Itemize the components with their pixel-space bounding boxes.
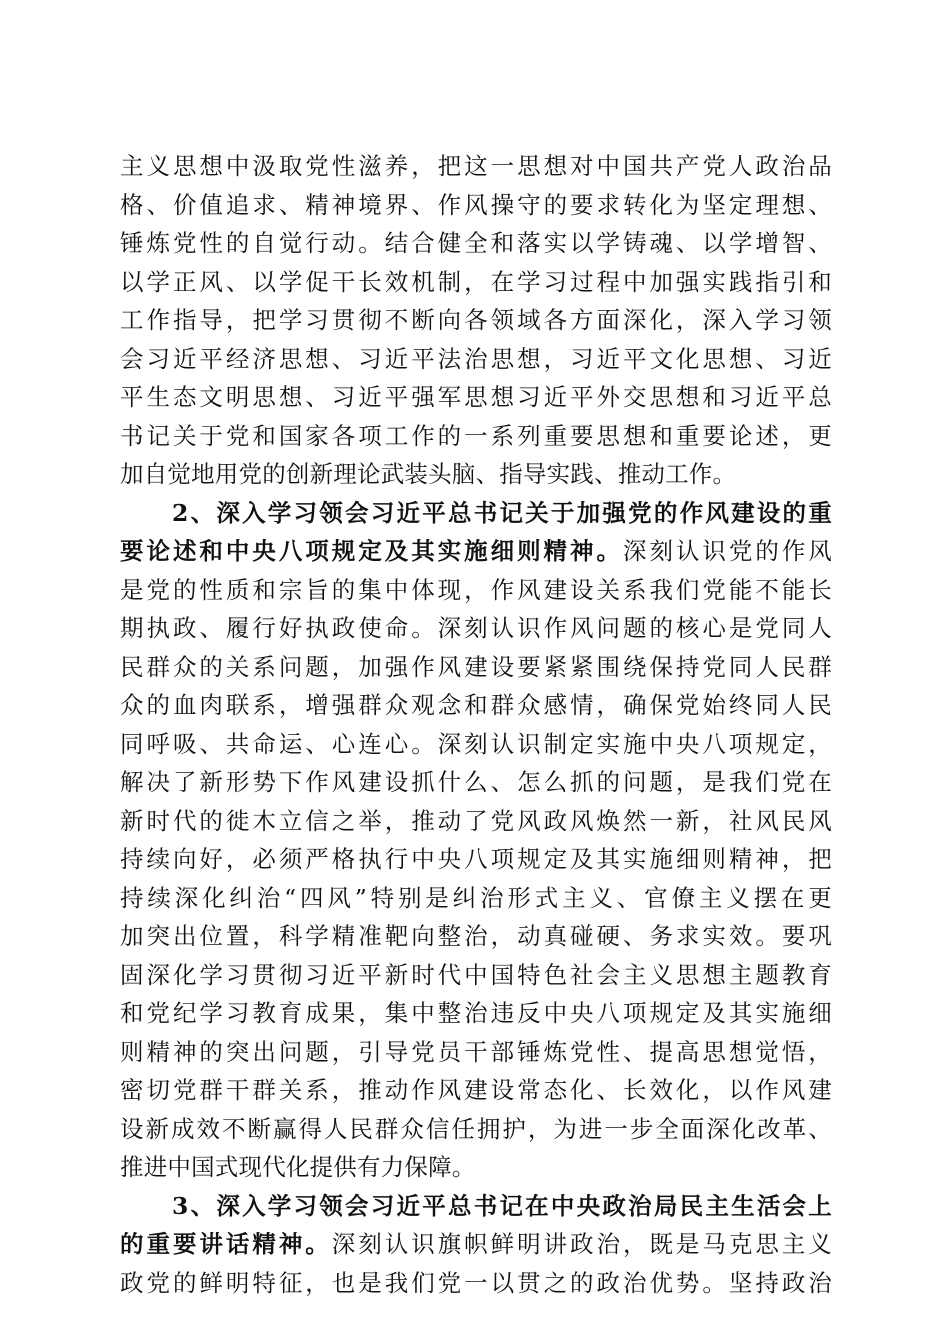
text-line: 解决了新形势下作风建设抓什么、怎么抓的问题，是我们党在 [120,768,832,796]
text-line [120,532,832,571]
text-line: 推进中国式现代化提供有力保障。 [120,1153,476,1181]
paragraph-2 [120,494,832,1187]
document-page [120,147,832,1302]
section-heading-3-cont: 的重要讲话精神。 [120,1230,332,1258]
section-heading-2-cont: 要论述和中央八项规定及其实施细则精神。 [120,537,623,565]
text-line: 密切党群干群关系，推动作风建设常态化、长效化，以作风建 [120,1076,832,1104]
text-line: 加突出位置，科学精准靶向整治，动真碰硬、务求实效。要巩 [120,922,832,950]
text-line: 众的血肉联系，增强群众观念和群众感情，确保党始终同人民 [120,691,832,719]
text-line: 工作指导，把学习贯彻不断向各领域各方面深化，深入学习领 [120,306,832,334]
text-line: 民群众的关系问题，加强作风建设要紧紧围绕保持党同人民群 [120,652,832,681]
text-run: 深刻认识党的作风 [622,537,832,565]
paragraph-3 [120,1187,832,1303]
text-line: 持续深化纠治“四风”特别是纠治形式主义、官僚主义摆在更 [120,883,832,912]
text-line: 锤炼党性的自觉行动。结合健全和落实以学铸魂、以学增智、 [120,229,832,257]
section-heading-2: 2、深入学习领会习近平总书记关于加强党的作风建设的重 [172,498,832,527]
text-line: 加自觉地用党的创新理论武装头脑、指导实践、推动工作。 [120,460,737,488]
text-line: 书记关于党和国家各项工作的一系列重要思想和重要论述，更 [120,421,832,450]
text-line: 会习近平经济思想、习近平法治思想，习近平文化思想、习近 [120,344,832,373]
text-line: 以学正风、以学促干长效机制，在学习过程中加强实践指引和 [120,267,832,296]
text-line: 则精神的突出问题，引导党员干部锤炼党性、提高思想觉悟， [120,1037,832,1066]
text-line: 格、价值追求、精神境界、作风操守的要求转化为坚定理想、 [120,190,832,219]
text-line: 主义思想中汲取党性滋养，把这一思想对中国共产党人政治品 [120,152,832,180]
text-line [120,1225,832,1264]
text-run: 深刻认识旗帜鲜明讲政治，既是马克思主义 [331,1230,832,1258]
text-line: 新时代的徙木立信之举，推动了党风政风焕然一新，社风民风 [120,806,832,835]
text-line: 持续向好，必须严格执行中央八项规定及其实施细则精神，把 [120,845,832,873]
text-line: 政党的鲜明特征，也是我们党一以贯之的政治优势。坚持政治 [120,1268,832,1297]
text-line: 是党的性质和宗旨的集中体现，作风建设关系我们党能不能长 [120,575,832,604]
section-heading-3: 3、深入学习领会习近平总书记在中央政治局民主生活会上 [172,1191,832,1220]
text-line: 设新成效不断赢得人民群众信任拥护，为进一步全面深化改革、 [120,1114,832,1143]
text-line: 平生态文明思想、习近平强军思想习近平外交思想和习近平总 [120,383,832,411]
text-line: 固深化学习贯彻习近平新时代中国特色社会主义思想主题教育 [120,960,832,989]
paragraph-1 [120,147,832,494]
text-line: 和党纪学习教育成果，集中整治违反中央八项规定及其实施细 [120,999,832,1027]
text-line: 同呼吸、共命运、心连心。深刻认识制定实施中央八项规定， [120,729,832,758]
text-line: 期执政、履行好执政使命。深刻认识作风问题的核心是党同人 [120,614,832,642]
